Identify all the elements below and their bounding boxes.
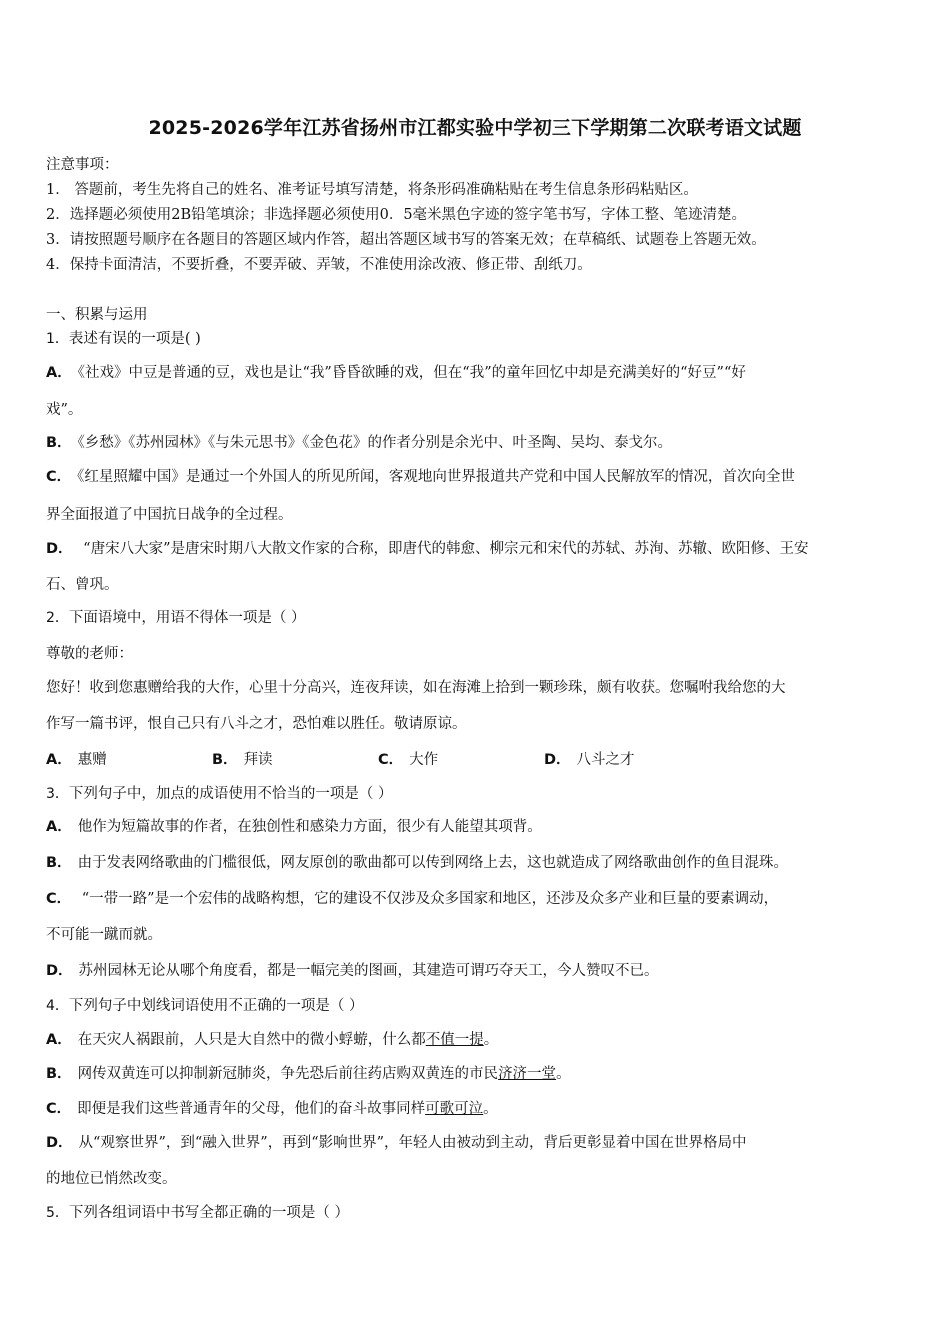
underlined-phrase: 不值一提: [425, 1032, 484, 1048]
question-number: 4．: [46, 998, 69, 1014]
question-3-option-c: [46, 887, 778, 908]
option-text-end: 。: [483, 1101, 498, 1117]
option-label: D．: [46, 963, 73, 979]
option-label: B．: [46, 435, 72, 451]
option-label: B．: [46, 1066, 72, 1082]
option-text: 大作: [409, 752, 439, 768]
option-label: A．: [46, 752, 72, 768]
option-text: “唐宋八大家”是唐宋时期八大散文作家的合称，即唐代的韩愈、柳宗元和宋代的苏轼、苏洵、苏辙、欧阳修、王安: [78, 541, 809, 557]
option-text: 苏州园林无论从哪个角度看，都是一幅完美的图画，其建造可谓巧夺天工，今人赞叹不已。: [78, 963, 659, 979]
option-text: 拜读: [243, 752, 273, 768]
question-number: 2．: [46, 610, 69, 626]
option-continuation: 不可能一蹴而就。: [46, 927, 162, 943]
option-a: [46, 748, 212, 769]
option-text: 网传双黄连可以抑制新冠肺炎，争先恐后前往药店购双黄连的市民: [77, 1066, 499, 1082]
option-continuation: 戏”。: [46, 402, 83, 418]
underlined-phrase: 济济一堂: [498, 1066, 557, 1082]
option-text-end: 。: [483, 1032, 499, 1048]
question-number: 5．: [46, 1205, 69, 1221]
option-text: 他作为短篇故事的作者，在独创性和感染力方面，很少有人能望其项背。: [77, 819, 542, 835]
question-1-stem: [46, 327, 201, 348]
option-text: 在天灾人祸跟前，人只是大自然中的微小蜉蝣，什么都: [77, 1032, 426, 1048]
letter-salutation: 尊敬的老师：: [46, 646, 133, 662]
underlined-phrase: 可歌可泣: [425, 1101, 484, 1117]
option-c: [378, 748, 544, 769]
option-text: 惠赠: [77, 752, 107, 768]
notice-heading: 注意事项：: [46, 157, 119, 173]
question-number: 3．: [46, 786, 69, 802]
option-text: 八斗之才: [576, 752, 635, 768]
question-text: 表述有误的一项是( ): [68, 331, 201, 347]
question-text: 下列各组词语中书写全都正确的一项是（ ）: [68, 1205, 350, 1221]
option-text-end: 。: [556, 1066, 571, 1082]
option-continuation: 石、曾巩。: [46, 577, 119, 593]
option-label: A．: [46, 819, 72, 835]
option-label: C．: [46, 891, 72, 907]
option-text: 《红星照耀中国》是通过一个外国人的所见所闻，客观地向世界报道共产党和中国人民解放军的情况，首次向全世: [77, 469, 795, 485]
section-heading: 一、积累与运用: [46, 307, 148, 323]
option-label: C．: [378, 752, 404, 768]
option-label: B．: [212, 752, 238, 768]
notice-item: 3．请按照题号顺序在各题目的答题区域内作答，超出答题区域书写的答案无效；在草稿纸、试题卷上答题无效。: [46, 232, 766, 248]
question-2-stem: [46, 606, 306, 627]
question-3-stem: [46, 782, 393, 803]
option-label: A．: [46, 365, 72, 381]
question-number: 1．: [46, 331, 69, 347]
option-text: 从“观察世界”，到“融入世界”，再到“影响世界”，年轻人由被动到主动，背后更彰显着中国在世界格局中: [78, 1135, 747, 1151]
option-label: B．: [46, 855, 72, 871]
question-1-option-b: [46, 431, 672, 452]
question-1-option-a: [46, 361, 746, 382]
question-4-stem: [46, 994, 364, 1015]
option-label: D．: [46, 1135, 73, 1151]
letter-text: 您好！收到您惠赠给我的大作，心里十分高兴，连夜拜读，如在海滩上拾到一颗珍珠，颇有收获。您嘱咐我给您的大: [46, 680, 786, 696]
option-text: 即便是我们这些普通青年的父母，他们的奋斗故事同样: [77, 1101, 426, 1117]
letter-text: 作写一篇书评，恨自己只有八斗之才，恐怕难以胜任。敬请原谅。: [46, 716, 467, 732]
option-text: 由于发表网络歌曲的门槛很低，网友原创的歌曲都可以传到网络上去，这也就造成了网络歌曲创作的鱼目混珠。: [77, 855, 789, 871]
question-1-option-d: [46, 537, 808, 558]
option-label: C．: [46, 469, 72, 485]
question-4-option-c: [46, 1097, 498, 1118]
question-3-option-b: [46, 851, 788, 872]
page-title: 2025-2026学年江苏省扬州市江都实验中学初三下学期第二次联考语文试题: [148, 117, 802, 139]
question-3-option-d: [46, 959, 659, 980]
question-3-option-a: [46, 815, 542, 836]
option-continuation: 的地位已悄然改变。: [46, 1171, 177, 1187]
option-continuation: 界全面报道了中国抗日战争的全过程。: [46, 507, 293, 523]
notice-item: 1． 答题前，考生先将自己的姓名、准考证号填写清楚，将条形码准确粘贴在考生信息条形码粘贴区。: [46, 182, 698, 198]
question-text: 下列句子中划线词语使用不正确的一项是（ ）: [68, 998, 364, 1014]
question-1-option-c: [46, 465, 795, 486]
option-label: A．: [46, 1032, 72, 1048]
question-5-stem: [46, 1201, 349, 1222]
option-label: D．: [544, 752, 571, 768]
question-2-options: [46, 748, 710, 769]
option-d: [544, 748, 710, 769]
option-label: C．: [46, 1101, 72, 1117]
option-text: “一带一路”是一个宏伟的战略构想，它的建设不仅涉及众多国家和地区，还涉及众多产业和巨量的要素调动，: [77, 891, 779, 907]
option-text: 《乡愁》《苏州园林》《与朱元思书》《金色花》的作者分别是余光中、叶圣陶、吴均、泰戈尔。: [77, 435, 673, 451]
option-text: 《社戏》中豆是普通的豆，戏也是让“我”昏昏欲睡的戏，但在“我”的童年回忆中却是充满美好的“好豆”“好: [77, 365, 746, 381]
notice-item: 4．保持卡面清洁，不要折叠，不要弄破、弄皱，不准使用涂改液、修正带、刮纸刀。: [46, 257, 592, 273]
question-4-option-a: [46, 1028, 498, 1049]
question-4-option-b: [46, 1062, 571, 1083]
notice-item: 2．选择题必须使用2B铅笔填涂；非选择题必须使用0．5毫米黑色字迹的签字笔书写，字体工整、笔迹清楚。: [46, 207, 747, 223]
question-text: 下列句子中，加点的成语使用不恰当的一项是（ ）: [68, 786, 393, 802]
question-text: 下面语境中，用语不得体一项是（ ）: [68, 610, 306, 626]
question-4-option-d: [46, 1131, 747, 1152]
option-b: [212, 748, 378, 769]
option-label: D．: [46, 541, 73, 557]
